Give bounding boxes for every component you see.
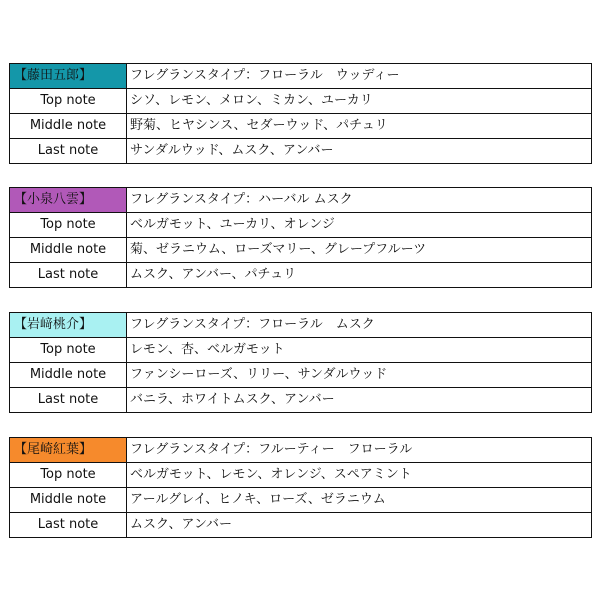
person-name-label: 【藤田五郎】 [10, 64, 127, 89]
note-value: レモン、杏、ベルガモット [127, 338, 592, 363]
table-row [10, 388, 592, 413]
table-row [10, 338, 592, 363]
note-label: Middle note [10, 238, 127, 263]
note-label: Top note [10, 89, 127, 114]
table-row [10, 89, 592, 114]
person-name-label: 【小泉八雲】 [10, 188, 127, 213]
table-header-row [10, 438, 592, 463]
note-label: Middle note [10, 488, 127, 513]
person-name-label: 【尾崎紅葉】 [10, 438, 127, 463]
note-label: Middle note [10, 363, 127, 388]
note-value: シソ、レモン、メロン、ミカン、ユーカリ [127, 89, 592, 114]
table-row [10, 139, 592, 164]
note-value: ベルガモット、レモン、オレンジ、スペアミント [127, 463, 592, 488]
note-value: サンダルウッド、ムスク、アンバー [127, 139, 592, 164]
note-value: ベルガモット、ユーカリ、オレンジ [127, 213, 592, 238]
table-header-row [10, 188, 592, 213]
fragrance-table-1 [9, 63, 592, 164]
note-value: ムスク、アンバー、パチュリ [127, 263, 592, 288]
table-row [10, 363, 592, 388]
note-value: アールグレイ、ヒノキ、ローズ、ゼラニウム [127, 488, 592, 513]
fragrance-type: フレグランスタイプ：フローラル ムスク [127, 313, 592, 338]
note-value: 野菊、ヒヤシンス、セダーウッド、パチュリ [127, 114, 592, 139]
table-row [10, 513, 592, 538]
person-name-label: 【岩﨑桃介】 [10, 313, 127, 338]
note-value: バニラ、ホワイトムスク、アンバー [127, 388, 592, 413]
fragrance-table-2 [9, 187, 592, 288]
fragrance-type: フレグランスタイプ：ハーバル ムスク [127, 188, 592, 213]
note-label: Middle note [10, 114, 127, 139]
table-row [10, 463, 592, 488]
fragrance-type: フレグランスタイプ：フルーティー フローラル [127, 438, 592, 463]
note-value: 菊、ゼラニウム、ローズマリー、グレープフルーツ [127, 238, 592, 263]
note-label: Last note [10, 263, 127, 288]
table-header-row [10, 313, 592, 338]
note-label: Last note [10, 388, 127, 413]
note-value: ムスク、アンバー [127, 513, 592, 538]
note-label: Top note [10, 213, 127, 238]
table-header-row [10, 64, 592, 89]
fragrance-table-4 [9, 437, 592, 538]
note-label: Last note [10, 513, 127, 538]
table-row [10, 263, 592, 288]
fragrance-table-3 [9, 312, 592, 413]
table-row [10, 238, 592, 263]
note-value: ファンシーローズ、リリー、サンダルウッド [127, 363, 592, 388]
note-label: Top note [10, 463, 127, 488]
table-row [10, 488, 592, 513]
fragrance-type: フレグランスタイプ：フローラル ウッディー [127, 64, 592, 89]
table-row [10, 114, 592, 139]
table-row [10, 213, 592, 238]
note-label: Last note [10, 139, 127, 164]
note-label: Top note [10, 338, 127, 363]
